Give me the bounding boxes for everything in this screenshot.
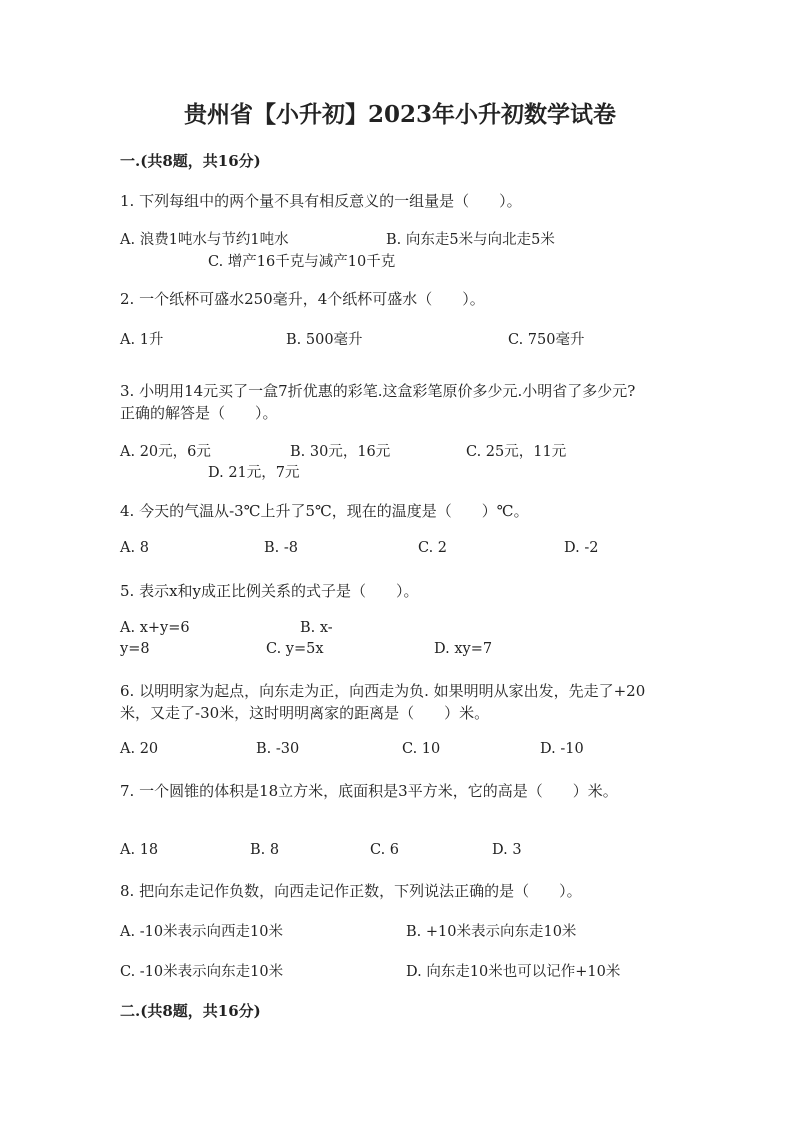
question-7-option-b: B. 8: [250, 842, 280, 858]
question-5-option-a: A. x+y=6: [120, 620, 190, 636]
question-1-option-b: B. 向东走5米与向北走5米: [386, 232, 555, 248]
question-4-option-d: D. -2: [564, 540, 599, 556]
question-4-option-a: A. 8: [120, 540, 149, 556]
question-2-stem: 2. 一个纸杯可盛水250毫升，4个纸杯可盛水（ ）。: [120, 290, 485, 308]
question-2-option-a: A. 1升: [120, 332, 164, 348]
question-3-stem-line-1: 3. 小明用14元买了一盒7折优惠的彩笔.这盒彩笔原价多少元.小明省了多少元?: [120, 382, 636, 400]
question-5-option-b-part-2: y=8: [120, 641, 150, 657]
question-7-option-d: D. 3: [492, 842, 522, 858]
question-1-option-a: A. 浪费1吨水与节约1吨水: [120, 232, 289, 248]
question-4-stem: 4. 今天的气温从-3℃上升了5℃，现在的温度是（ ）℃。: [120, 502, 529, 520]
question-5-option-c: C. y=5x: [266, 641, 324, 657]
question-8-option-a: A. -10米表示向西走10米: [120, 924, 283, 940]
question-6-option-b: B. -30: [256, 741, 300, 757]
question-2-option-b: B. 500毫升: [286, 332, 363, 348]
question-6-option-d: D. -10: [540, 741, 584, 757]
question-8-option-b: B. +10米表示向东走10米: [406, 924, 577, 940]
question-3-option-c: C. 25元，11元: [466, 444, 567, 460]
question-8-option-d: D. 向东走10米也可以记作+10米: [406, 964, 621, 980]
question-4-option-b: B. -8: [264, 540, 298, 556]
question-2-option-c: C. 750毫升: [508, 332, 585, 348]
question-5-option-b-part-1: B. x-: [300, 620, 333, 636]
question-7-stem: 7. 一个圆锥的体积是18立方米，底面积是3平方米，它的高是（ ）米。: [120, 782, 618, 800]
question-6-stem-line-2: 米，又走了-30米，这时明明离家的距离是（ ）米。: [120, 704, 490, 722]
question-7-option-a: A. 18: [120, 842, 159, 858]
page-title: 贵州省【小升初】2023年小升初数学试卷: [183, 101, 616, 128]
question-3-option-d: D. 21元，7元: [208, 465, 300, 481]
question-5-option-d: D. xy=7: [434, 641, 493, 657]
question-1-option-c: C. 增产16千克与减产10千克: [208, 254, 396, 270]
question-4-option-c: C. 2: [418, 540, 448, 556]
question-6-option-a: A. 20: [120, 741, 159, 757]
question-8-stem: 8. 把向东走记作负数，向西走记作正数，下列说法正确的是（ ）。: [120, 882, 582, 900]
question-8-option-c: C. -10米表示向东走10米: [120, 964, 284, 980]
question-3-option-b: B. 30元，16元: [290, 444, 391, 460]
section-heading-2: 二.(共8题，共16分): [120, 1002, 261, 1020]
question-6-stem-line-1: 6. 以明明家为起点，向东走为正，向西走为负. 如果明明从家出发，先走了+20: [120, 682, 646, 700]
question-3-option-a: A. 20元，6元: [120, 444, 211, 460]
question-5-stem: 5. 表示x和y成正比例关系的式子是（ ）。: [120, 582, 419, 600]
section-heading-1: 一.(共8题，共16分): [120, 152, 261, 170]
question-6-option-c: C. 10: [402, 741, 441, 757]
question-1-stem: 1. 下列每组中的两个量不具有相反意义的一组量是（ ）。: [120, 192, 522, 210]
question-3-stem-line-2: 正确的解答是（ ）。: [120, 404, 278, 422]
question-7-option-c: C. 6: [370, 842, 400, 858]
